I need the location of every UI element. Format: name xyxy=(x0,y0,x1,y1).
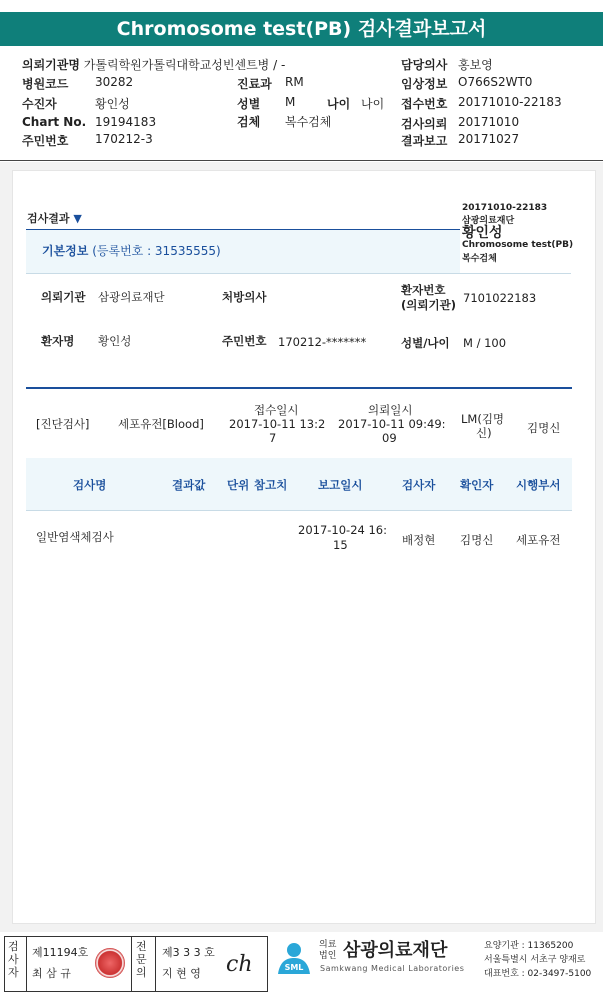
report-title: Chromosome test(PB) 검사결과보고서 xyxy=(0,12,603,46)
facility-code: 요양기관 : 11365200 xyxy=(484,941,574,951)
table-header-bottomline xyxy=(26,510,572,511)
row-test-name: 일반염색체검사 xyxy=(36,530,114,544)
signature-icon: ch xyxy=(226,952,253,977)
department-row: 진료과 RM xyxy=(237,75,304,91)
sig-divider-2 xyxy=(131,936,132,992)
request-datetime-cont: 09 xyxy=(382,431,397,445)
sex-age-row: 성별 M 나이 나이 xyxy=(237,95,385,111)
col-result: 결과값 xyxy=(172,478,206,492)
doctor-row: 담당의사 홍보영 xyxy=(401,58,493,72)
specimen-row: 검체 복수검체 xyxy=(237,115,332,129)
field-ssn-label: 주민번호 xyxy=(222,334,267,348)
address: 서울특별시 서초구 양재로 xyxy=(484,955,586,965)
diagnostic-tag: [진단검사] xyxy=(36,417,90,431)
field-sexage-value: M / 100 xyxy=(463,336,507,350)
row-report-date-cont: 15 xyxy=(333,538,348,552)
specialist-name: 지 현 영 xyxy=(162,967,201,980)
row-tester: 배정현 xyxy=(402,533,436,547)
receipt-datetime-cont: 7 xyxy=(269,431,277,445)
field-patient-no-label2: (의뢰기관) xyxy=(401,298,456,312)
col-department: 시행부서 xyxy=(516,478,561,492)
header-divider xyxy=(0,160,603,161)
field-name-value: 황인성 xyxy=(98,334,132,348)
field-patient-no-label1: 환자번호 xyxy=(401,283,446,297)
clinical-row: 임상정보 O766S2WT0 xyxy=(401,75,533,91)
request-row: 검사의뢰 20171010 xyxy=(401,115,520,131)
report-row: 결과보고 20171027 xyxy=(401,132,520,148)
receipt-head: 접수일시 xyxy=(254,403,299,417)
logo-english: Samkwang Medical Laboratories xyxy=(320,964,465,973)
lm-line1: LM(김명 xyxy=(461,412,505,426)
basic-info-bottomline xyxy=(26,273,571,274)
sig-divider-1 xyxy=(26,936,27,992)
col-reference: 참고치 xyxy=(254,478,288,492)
basic-info-topline xyxy=(26,229,460,230)
footer xyxy=(0,932,603,1000)
field-patient-no-value: 7101022183 xyxy=(463,291,537,305)
result-section-toggle[interactable]: 검사결과 ▼ xyxy=(27,212,82,225)
logo-main: 삼광의료재단 xyxy=(343,940,448,961)
lm-name: 김명신 xyxy=(527,421,561,435)
tester-name: 최 삼 규 xyxy=(32,967,71,980)
subject-row: 수진자 황인성 xyxy=(22,97,130,111)
field-institution-label: 의뢰기관 xyxy=(41,290,86,304)
hospital-code-row: 병원코드 30282 xyxy=(22,75,134,91)
receipt-datetime: 2017-10-11 13:2 xyxy=(229,417,326,431)
row-report-date: 2017-10-24 16: xyxy=(298,523,387,537)
tester-vertical-label: 검 사 자 xyxy=(8,940,19,979)
col-test-name: 검사명 xyxy=(73,478,107,492)
logo-prefix: 의료 법인 xyxy=(319,940,337,961)
diagnostic-dept: 세포유전[Blood] xyxy=(118,417,204,431)
col-tester: 검사자 xyxy=(402,478,436,492)
field-name-label: 환자명 xyxy=(41,334,75,348)
institution-row: 의뢰기관명 가톨릭학원가톨릭대학교성빈센트병 / - xyxy=(22,58,286,72)
field-prescriber-label: 처방의사 xyxy=(222,290,267,304)
request-datetime: 2017-10-11 09:49: xyxy=(338,417,446,431)
col-unit: 단위 xyxy=(227,478,250,492)
row-checker: 김명신 xyxy=(460,533,494,547)
phone: 대표번호 : 02-3497-5100 xyxy=(484,969,592,979)
specialist-vertical-label: 전 문 의 xyxy=(136,940,147,979)
label-specimen: 복수검체 xyxy=(462,254,497,264)
sml-logo-icon: SML xyxy=(272,936,316,980)
lm-line2: 신) xyxy=(476,426,492,440)
sig-divider-3 xyxy=(155,936,156,992)
row-department: 세포유전 xyxy=(516,533,561,547)
field-ssn-value: 170212-******* xyxy=(278,335,367,349)
official-seal-icon xyxy=(95,948,125,978)
label-org: 삼광의료재단 xyxy=(462,216,515,226)
col-checker: 확인자 xyxy=(460,478,494,492)
result-panel xyxy=(12,170,596,924)
label-name: 황인성 xyxy=(462,225,503,241)
col-report-date: 보고일시 xyxy=(318,478,363,492)
specialist-reg-no: 제3 3 3 호 xyxy=(162,946,215,959)
basic-info-heading: 기본정보 (등록번호 : 31535555) xyxy=(42,244,221,258)
chevron-down-icon: ▼ xyxy=(73,212,82,225)
field-sexage-label: 성별/나이 xyxy=(401,336,450,350)
request-head: 의뢰일시 xyxy=(368,403,413,417)
receipt-row: 접수번호 20171010-22183 xyxy=(401,95,562,111)
order-divider xyxy=(26,387,572,389)
tester-reg-no: 제11194호 xyxy=(32,946,89,959)
label-test: Chromosome test(PB) xyxy=(462,240,574,250)
ssn-row: 주민번호 170212-3 xyxy=(22,132,153,148)
label-number: 20171010-22183 xyxy=(462,203,548,213)
field-institution-value: 삼광의료재단 xyxy=(98,290,165,304)
chart-no-row: Chart No. 19194183 xyxy=(22,115,157,129)
